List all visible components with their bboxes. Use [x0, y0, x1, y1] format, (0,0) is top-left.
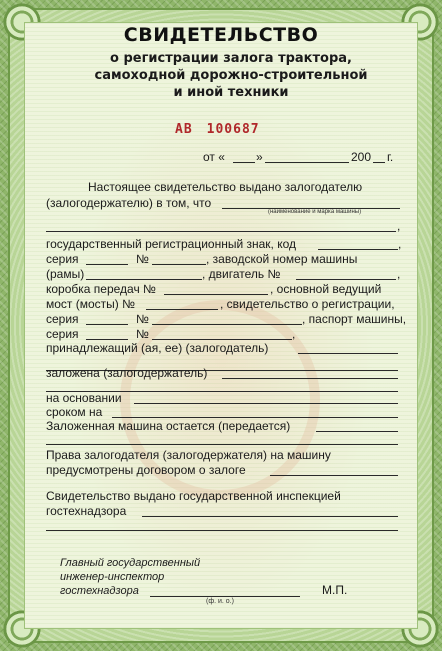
series-label: серия [46, 312, 79, 326]
owner-line [298, 353, 398, 354]
term-label: сроком на [46, 405, 103, 419]
machine-name-hint: (наименование и марка машины) [268, 209, 362, 215]
date-suffix: г. [387, 150, 394, 164]
belongs-label: принадлежащий (ая, ее) (залогодатель) [46, 341, 269, 355]
series-line [86, 339, 128, 340]
date-year-line [373, 162, 385, 163]
stamp-place: М.П. [322, 583, 348, 597]
factory-no-label: , заводской номер машины [206, 252, 358, 266]
intro-line-1: Настоящее свидетельство выдано залогодателю [88, 180, 363, 194]
fio-hint: (ф. и. о.) [206, 598, 234, 605]
issued-line-2: гостехнадзора [46, 504, 127, 518]
axle-line [146, 309, 218, 310]
serial-digits: 100687 [206, 122, 260, 137]
remains-label: Заложенная машина остается (передается) [46, 419, 291, 433]
reg-sign-label: государственный регистрационный знак, код [46, 237, 297, 251]
series-line [86, 324, 128, 325]
blank-line [46, 444, 398, 445]
term-line [112, 417, 398, 418]
series-line [86, 264, 128, 265]
blank-line [46, 231, 396, 232]
subtitle-line: о регистрации залога трактора, [110, 51, 352, 66]
date-day-line [233, 162, 255, 163]
pledged-label: заложена (залогодержатель) [46, 366, 208, 380]
date-prefix: от « [203, 150, 225, 164]
series-label: серия [46, 252, 79, 266]
basis-line [134, 403, 398, 404]
reg-cert-label: , свидетельство о регистрации, [220, 297, 395, 311]
contract-line [270, 475, 398, 476]
signer-title-2: инженер-инспектор [60, 571, 165, 583]
comma: , [397, 219, 401, 233]
passport-label: , паспорт машины, [302, 312, 407, 326]
comma: , [398, 237, 402, 251]
signature-line [150, 596, 300, 597]
no-label: № [136, 312, 149, 326]
intro-line-2: (залогодержателю) в том, что [46, 196, 212, 210]
subtitle-line: самоходной дорожно-строительной [94, 68, 368, 83]
issued-line-1: Свидетельство выдано государственной инспекцией [46, 489, 341, 503]
signer-title-1: Главный государственный [60, 557, 201, 569]
engine-line [296, 279, 396, 280]
inspection-line [142, 516, 398, 517]
date-quote: » [256, 150, 263, 164]
comma: , [397, 267, 401, 281]
comma: , [292, 327, 296, 341]
remains-line [316, 431, 398, 432]
number-line [152, 324, 302, 325]
serial-number [175, 122, 260, 137]
frame-line [86, 279, 202, 280]
gearbox-line [164, 294, 268, 295]
gearbox-label: коробка передач № [46, 282, 156, 296]
no-label: № [136, 252, 149, 266]
date-year-prefix: 200 [351, 150, 372, 164]
rights-line-1: Права залогодателя (залогодержателя) на машину [46, 448, 331, 462]
frame-label: (рамы) [46, 267, 85, 281]
date-month-line [265, 162, 349, 163]
engine-label: , двигатель № [202, 267, 281, 281]
number-line [152, 339, 292, 340]
document-title: СВИДЕТЕЛЬСТВО [123, 24, 319, 46]
reg-sign-line [318, 249, 398, 250]
document-subtitle [60, 50, 402, 101]
serial-series: АВ [175, 122, 193, 137]
drive-axle-label: , основной ведущий [270, 282, 382, 296]
basis-label: на основании [46, 391, 122, 405]
signer-title-3: гостехнадзора [60, 585, 139, 597]
axle-label: мост (мосты) № [46, 297, 135, 311]
number-line [152, 264, 206, 265]
series-label: серия [46, 327, 79, 341]
no-label: № [136, 327, 149, 341]
rights-line-2: предусмотрены договором о залоге [46, 463, 246, 477]
subtitle-line: и иной техники [173, 85, 289, 100]
blank-line [46, 530, 398, 531]
pledgee-line [222, 378, 398, 379]
